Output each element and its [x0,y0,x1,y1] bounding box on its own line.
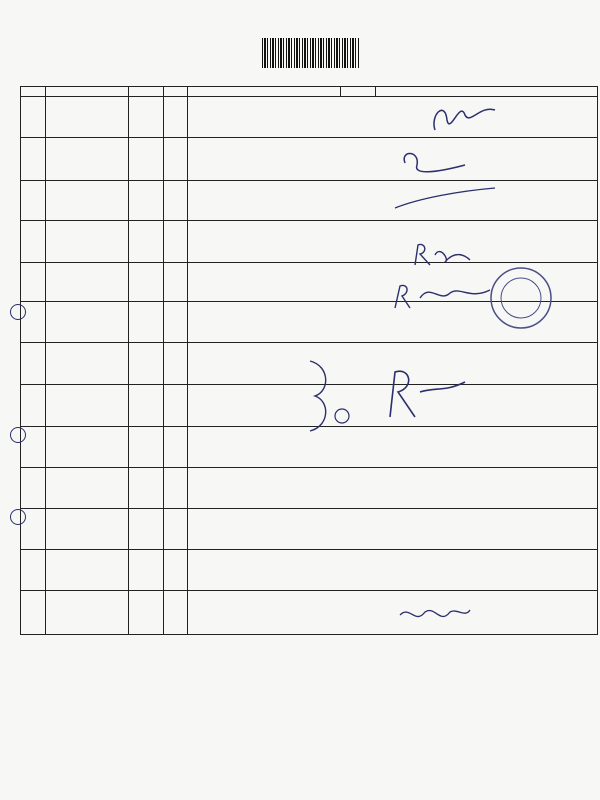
circle-mark [10,304,26,320]
signature-scribble [380,362,470,422]
signature-scribble [390,278,500,313]
signature-scribble [390,183,500,213]
signature-scribble [410,240,480,270]
circle-mark [10,509,26,525]
signature-scribble [395,600,475,630]
company-stamp [488,265,554,331]
barcode [262,38,360,68]
signature-scribble [395,145,475,180]
signature-scribble [425,95,505,140]
circle-mark [10,427,26,443]
signature-scribble [300,356,360,436]
